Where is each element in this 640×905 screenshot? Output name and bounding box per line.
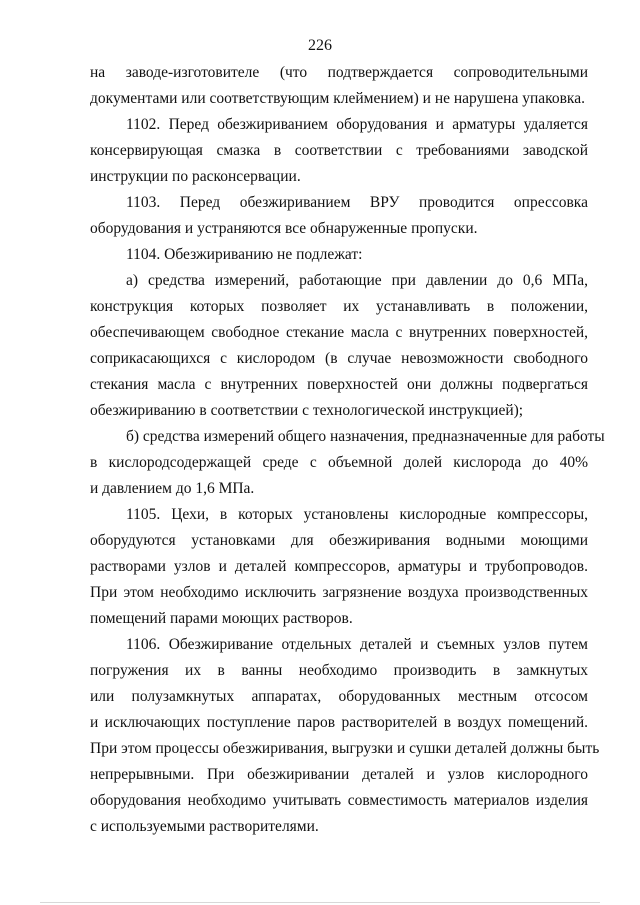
- body-text: [90, 60, 605, 840]
- text-line: конструкция которых позволяет их устанавливать в положении,: [90, 298, 588, 315]
- list-item-b-line: б) средства измерений общего назначения, предназначенные для работы: [126, 428, 605, 445]
- page-bottom-edge: [40, 902, 600, 903]
- paragraph-1103-line: 1103. Перед обезжириванием ВРУ проводится опрессовка: [126, 194, 588, 211]
- text-line: консервирующая смазка в соответствии с требованиями заводской: [90, 142, 588, 159]
- text-line: оборудуются установками для обезжиривания водными моющими: [90, 532, 588, 549]
- paragraph-1104-line: 1104. Обезжириванию не подлежат:: [126, 246, 363, 263]
- text-line: и давлением до 1,6 МПа.: [90, 480, 255, 497]
- text-line: на заводе-изготовителе (что подтверждается сопроводительными: [90, 64, 588, 81]
- text-line: помещений парами моющих растворов.: [90, 610, 353, 627]
- text-line: При этом процессы обезжиривания, выгрузки и сушки деталей должны быть: [90, 740, 600, 757]
- text-line: документами или соответствующим клеймением) и не нарушена упаковка.: [90, 90, 585, 107]
- text-line: обезжириванию в соответствии с технологической инструкцией);: [90, 402, 524, 419]
- text-line: с используемыми растворителями.: [90, 818, 319, 835]
- text-line: растворами узлов и деталей компрессоров, арматуры и трубопроводов.: [90, 558, 588, 575]
- text-line: оборудования и устраняются все обнаруженные пропуски.: [90, 220, 478, 237]
- text-line: и исключающих поступление паров растворителей в воздух помещений.: [90, 714, 588, 731]
- text-line: обеспечивающем свободное стекание масла с внутренних поверхностей,: [90, 324, 588, 341]
- text-line: соприкасающихся с кислородом (в случае невозможности свободного: [90, 350, 588, 367]
- text-line: непрерывными. При обезжиривании деталей и узлов кислородного: [90, 766, 588, 783]
- text-line: погружения их в ванны необходимо производить в замкнутых: [90, 662, 588, 679]
- text-line: или полузамкнутых аппаратах, оборудованных местным отсосом: [90, 688, 588, 705]
- paragraph-1106-line: 1106. Обезжиривание отдельных деталей и съемных узлов путем: [126, 636, 588, 653]
- text-line: оборудования необходимо учитывать совместимость материалов изделия: [90, 792, 588, 809]
- text-line: в кислородсодержащей среде с объемной долей кислорода до 40%: [90, 454, 588, 471]
- paragraph-1102-line: 1102. Перед обезжириванием оборудования и арматуры удаляется: [126, 116, 588, 133]
- text-line: инструкции по расконсервации.: [90, 168, 301, 185]
- page-number: 226: [308, 37, 332, 54]
- list-item-a-line: а) средства измерений, работающие при давлении до 0,6 МПа,: [126, 272, 588, 289]
- text-line: При этом необходимо исключить загрязнение воздуха производственных: [90, 584, 588, 601]
- paragraph-1105-line: 1105. Цехи, в которых установлены кислородные компрессоры,: [126, 506, 588, 523]
- text-line: стекания масла с внутренних поверхностей они должны подвергаться: [90, 376, 588, 393]
